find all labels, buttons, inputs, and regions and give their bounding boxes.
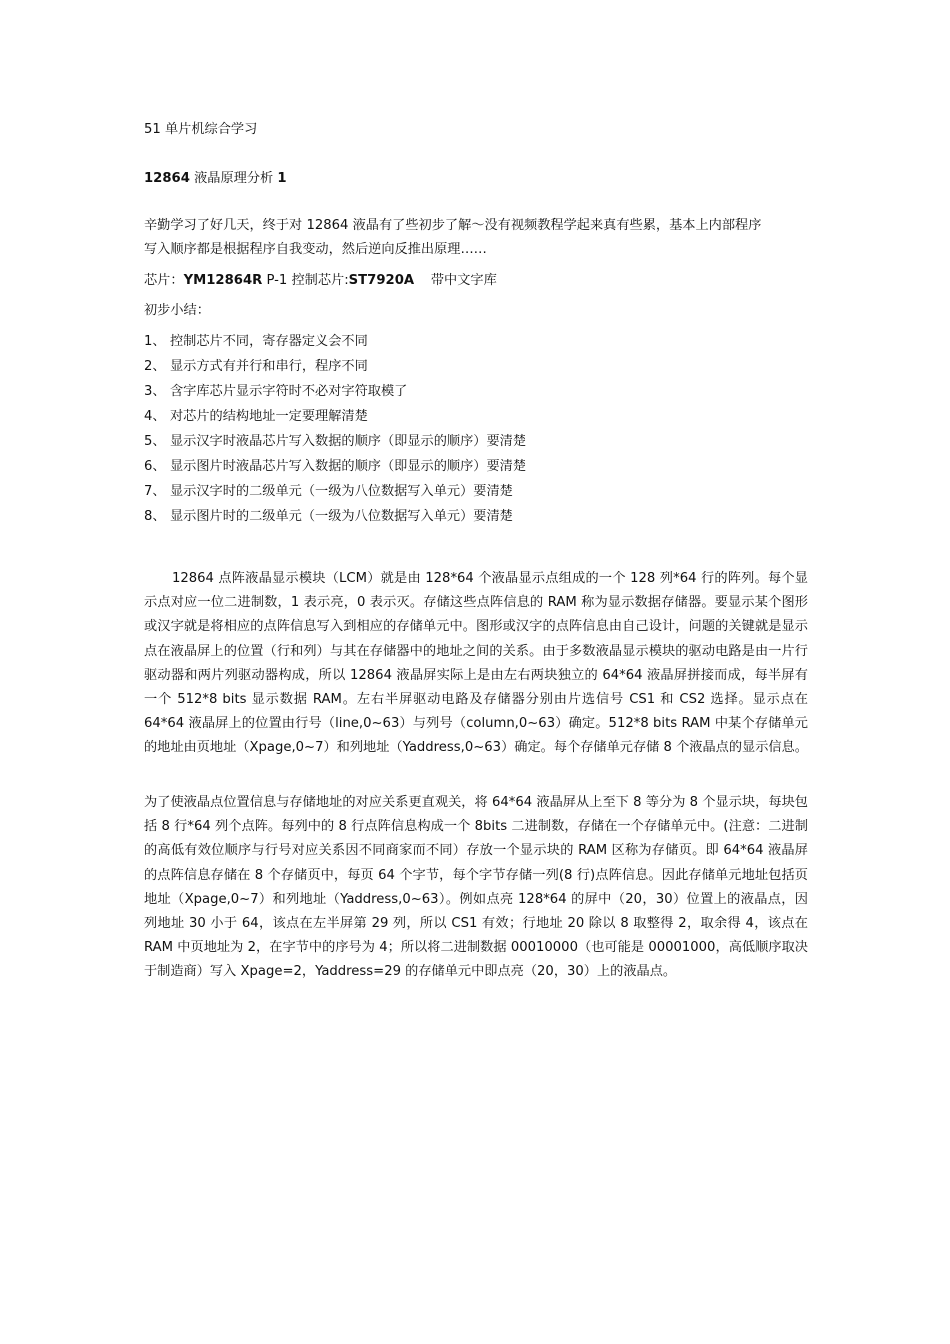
title-number: 12864 bbox=[144, 171, 190, 186]
chip-model-suffix: P-1 控制芯片: bbox=[262, 273, 349, 288]
list-item-number: 8、 bbox=[144, 509, 166, 524]
list-item-number: 4、 bbox=[144, 409, 166, 424]
list-item-text: 控制芯片不同，寄存器定义会不同 bbox=[170, 334, 368, 349]
list-item bbox=[144, 408, 368, 426]
course-heading: 51 单片机综合学习 bbox=[144, 122, 258, 137]
list-item-number: 3、 bbox=[144, 384, 166, 399]
list-item-text: 显示汉字时液晶芯片写入数据的顺序（即显示的顺序）要清楚 bbox=[170, 434, 527, 449]
chip-model: YM12864R bbox=[183, 273, 263, 288]
list-item bbox=[144, 458, 526, 476]
list-item bbox=[144, 383, 407, 401]
controller-model: ST7920A bbox=[348, 273, 415, 288]
list-item-number: 2、 bbox=[144, 359, 166, 374]
title-text: 液晶原理分析 bbox=[189, 171, 278, 186]
list-item-text: 显示方式有并行和串行，程序不同 bbox=[170, 359, 368, 374]
list-item-text: 对芯片的结构地址一定要理解清楚 bbox=[170, 409, 368, 424]
list-item bbox=[144, 433, 526, 451]
list-item bbox=[144, 483, 513, 501]
list-item-text: 显示汉字时的二级单元（一级为八位数据写入单元）要清楚 bbox=[170, 484, 513, 499]
list-item bbox=[144, 333, 368, 351]
chip-tail: 带中文字库 bbox=[414, 273, 497, 288]
paragraph-lcm-overview: 12864 点阵液晶显示模块（LCM）就是由 128*64 个液晶显示点组成的一个 128 列*64 行的阵列。每个显示点对应一位二进制数，1 表示亮，0 表示灭。存储这些点阵信息的 RAM 称为显示数据存储器。要显示某个图形或汉字就是将相应的点阵信息写入到相应的存储单元中。图形或汉字的点阵信息由自己设计，问题的关键就是显示点在液晶屏上的位置（行和列）与其在存储器中的地址之间的关系。由于多数液晶显示模块的驱动电路是由一片行驱动器和两片列驱动器构成，所以 12864 液晶屏实际上是由左右两块独立的 64*64 液晶屏拼接而成，每半屏有一个 512*8 bits 显示数据 RAM。左右半屏驱动电路及存储器分别由片选信号 CS1 和 CS2 选择。显示点在 64*64 液晶屏上的位置由行号（line,0~63）与列号（column,0~63）确定。512*8 bits RAM 中某个存储单元的地址由页地址（Xpage,0~7）和列地址（Yaddress,0~63）确定。每个存储单元存储 8 个液晶点的显示信息。 bbox=[144, 571, 808, 756]
summary-label: 初步小结： bbox=[144, 303, 210, 318]
intro-line-2: 写入顺序都是根据程序自我变动，然后逆向反推出原理…… bbox=[144, 242, 487, 257]
list-item-number: 1、 bbox=[144, 334, 166, 349]
document-title bbox=[144, 170, 287, 188]
list-item-number: 7、 bbox=[144, 484, 166, 499]
list-item-number: 6、 bbox=[144, 459, 166, 474]
list-item bbox=[144, 508, 513, 526]
chip-label: 芯片： bbox=[144, 273, 184, 288]
paragraph-storage-pages: 为了使液晶点位置信息与存储地址的对应关系更直观关，将 64*64 液晶屏从上至下 8 等分为 8 个显示块，每块包括 8 行*64 列个点阵。每列中的 8 行点阵信息构成一个 8bits 二进制数，存储在一个存储单元中。(注意：二进制的高低有效位顺序与行号对应关系因不同商家而不同）存放一个显示块的 RAM 区称为存储页。即 64*64 液晶屏的点阵信息存储在 8 个存储页中，每页 64 个字节，每个字节存储一列(8 行)点阵信息。因此存储单元地址包括页地址（Xpage,0~7）和列地址（Yaddress,0~63）。例如点亮 128*64 的屏中（20，30）位置上的液晶点，因列地址 30 小于 64，该点在左半屏第 29 列，所以 CS1 有效；行地址 20 除以 8 取整得 2，取余得 4，该点在 RAM 中页地址为 2，在字节中的序号为 4；所以将二进制数据 00010000（也可能是 00001000，高低顺序取决于制造商）写入 Xpage=2，Yaddress=29 的存储单元中即点亮（20，30）上的液晶点。 bbox=[144, 795, 808, 980]
list-item-text: 含字库芯片显示字符时不必对字符取模了 bbox=[170, 384, 408, 399]
chip-info-line bbox=[144, 272, 497, 290]
list-item bbox=[144, 358, 368, 376]
list-item-text: 显示图片时的二级单元（一级为八位数据写入单元）要清楚 bbox=[170, 509, 513, 524]
list-item-text: 显示图片时液晶芯片写入数据的顺序（即显示的顺序）要清楚 bbox=[170, 459, 527, 474]
intro-line-1: 辛勤学习了好几天，终于对 12864 液晶有了些初步了解～没有视频教程学起来真有些累，基本上内部程序 bbox=[144, 218, 762, 233]
title-suffix: 1 bbox=[277, 171, 287, 186]
list-item-number: 5、 bbox=[144, 434, 166, 449]
